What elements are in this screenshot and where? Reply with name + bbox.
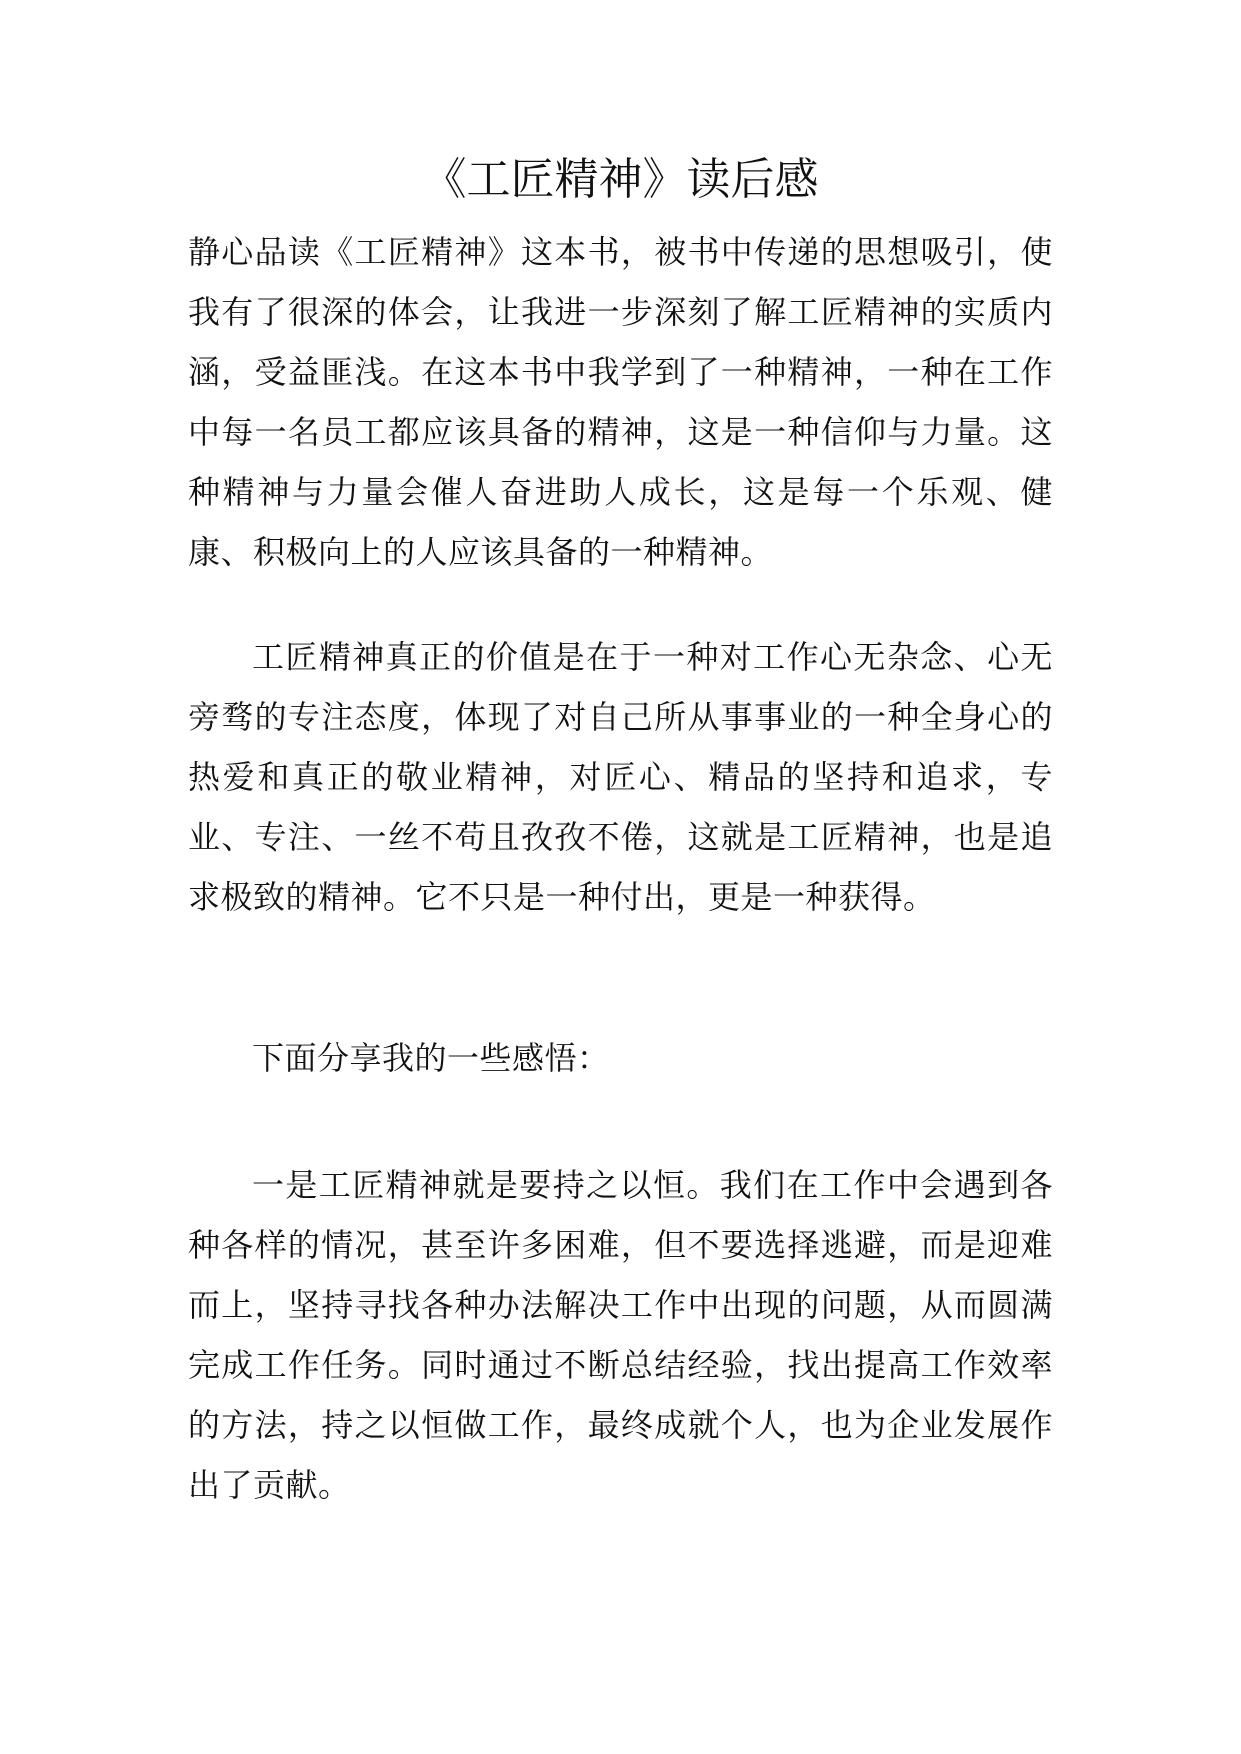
paragraph-insight-one: 一是工匠精神就是要持之以恒。我们在工作中会遇到各种各样的情况，甚至许多困难，但不要选择逃避，而是迎难而上，坚持寻找各种办法解决工作中出现的问题，从而圆满完成工作任务。同时通过不断总结经验，找出提高工作效率的方法，持之以恒做工作，最终成就个人，也为企业发展作出了贡献。 — [188, 1166, 1053, 1504]
paragraph-value: 工匠精神真正的价值是在于一种对工作心无杂念、心无旁骛的专注态度，体现了对自己所从事事业的一种全身心的热爱和真正的敬业精神，对匠心、精品的坚持和追求，专业、专注、一丝不苟且孜孜不倦，这就是工匠精神，也是追求极致的精神。它不只是一种付出，更是一种获得。 — [188, 638, 1053, 916]
paragraph-intro: 静心品读《工匠精神》这本书，被书中传递的思想吸引，使我有了很深的体会，让我进一步深刻了解工匠精神的实质内涵，受益匪浅。在这本书中我学到了一种精神，一种在工作中每一名员工都应该具备的精神，这是一种信仰与力量。这种精神与力量会催人奋进助人成长，这是每一个乐观、健康、积极向上的人应该具备的一种精神。 — [188, 233, 1053, 571]
document-title: 《工匠精神》读后感 — [422, 154, 819, 205]
paragraph-share-heading: 下面分享我的一些感悟： — [252, 1039, 610, 1077]
